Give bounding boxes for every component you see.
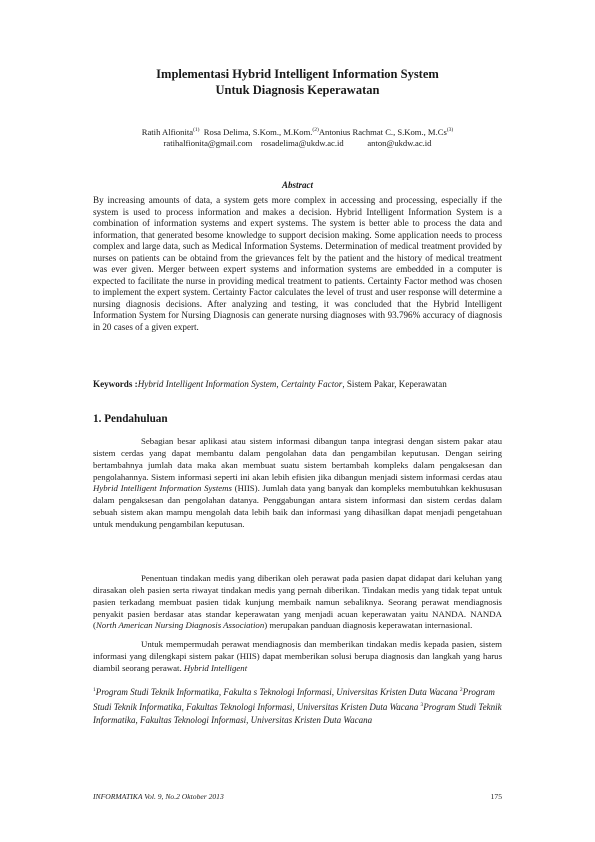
author-3-email: anton@ukdw.ac.id (367, 138, 432, 148)
keywords-rest: , Sistem Pakar, Keperawatan (342, 379, 447, 389)
abstract-body: By increasing amounts of data, a system gets more complex in accessing and processing, especially if the system is used to process information and makes a decision. Hybrid Intelligent Information System is a combination of information systems and expert systems. The system is better able to process the data and information, that generated besome knowledge to support decision making. Some application needs to process complex and large data, such as Medical Information Systems. Determination of medical treatment provided by nurses on patients can be obtaind from the grievances felt by the patient and the history of medical treatment was ever given. Merger between expert systems and information systems are embedded in a computer is expected to facilitate the nurse in providing medical treatment to patients. Certainty Factor method was chosen to implement the expert system. Certainty Factor calculates the level of trust and user response will determine a nursing diagnosis decisions. After analyzing and testing, it was concluded that the Hybrid Intelligent Information System for Nursing Diagnosis can generate nursing diagnoses with 93.796% accuracy of diagnosis in 20 cases of a given expert. (93, 195, 502, 333)
para1-italic: Hybrid Intelligent Information Systems (93, 483, 232, 494)
paper-title-line2: Untuk Diagnosis Keperawatan (215, 83, 380, 97)
keyword-1: Hybrid Intelligent Information System (137, 379, 277, 389)
section-heading-pendahuluan: 1. Pendahuluan (93, 413, 168, 425)
para2-italic: North American Nursing Diagnosis Association (95, 620, 265, 631)
paper-title-line1: Implementasi Hybrid Intelligent Information System (156, 67, 439, 81)
para2-text-a: Penentuan tindakan medis yang diberikan oleh perawat pada pasien dapat didapat dari keluhan yang dirasakan oleh pasien serta riwayat tindakan medis yang pernah diberikan. Tindakan medis yang tidak tepat untuk pasien terkadang membuat pasien tidak kunjung membaik namun sebaliknya. Seorang perawat mendiagnosis penyakit pasien berdasar atas standar keperawatan yang menjadi acuan keperawatan yaitu NANDA. NANDA ( (93, 573, 502, 631)
author-2-sup: (2) (312, 127, 319, 133)
author-1-name: Ratih Alfionita (141, 127, 194, 137)
para3-italic: Hybrid Intelligent (183, 662, 248, 673)
footer-page-number: 175 (490, 792, 502, 801)
keyword-2: Certainty Factor (280, 379, 343, 389)
footer-journal-info: INFORMATIKA Vol. 9, No.2 Oktober 2013 (93, 792, 224, 801)
para3-text-a: Untuk mempermudah perawat mendiagnosis dan memberikan tindakan medis kepada pasien, sistem informasi yang dilengkapi sistem pakar (HIIS) dapat memberikan solusi berupa diagnosis dan langkah yang harus diambil seorang perawat. (93, 639, 502, 673)
keywords-label: Keywords : (93, 379, 138, 389)
intro-paragraph-2 (93, 573, 502, 632)
para1-text-a: Sebagian besar aplikasi atau sistem informasi dibangun tanpa integrasi dengan sistem pakar atau sistem cerdas yang dapat membantu dalam pengolahan data dan pengambilan keputusan. Dengan seiring bertambahnya jumlah data maka akan membuat suatu sistem bertambah kompleks dalam pengaksesan dan pengolahannya. Sistem informasi seperti ini akan lebih efisien jika dibangun menjadi sistem informasi cerdas atau (93, 436, 502, 482)
author-2-email: rosadelima@ukdw.ac.id (260, 138, 344, 148)
author-1-email: ratihalfionita@gmail.com (163, 138, 253, 148)
footnote-sup-3: 3 (420, 702, 424, 708)
para1-text-b: (HIIS). Jumlah data yang banyak dan kompleks membutuhkan kekhususan dalam pengaksesan dan pengolahan datanya. Penggabungan antara sistem informasi dan sistem cerdas dalam sebuah sistem akan mampu mengolah data lebih baik dan informasi yang dihasilkan dapat menjadi pengetahuan untuk mendukung pengambilan keputusan. (93, 483, 502, 529)
keyword-separator: , (276, 379, 281, 389)
intro-paragraph-3 (93, 639, 502, 675)
footnote-affiliation-1: Program Studi Teknik Informatika, Fakulta s Teknologi Informasi, Universitas Kristen Duta Wacana (95, 687, 460, 697)
affiliation-footnote (93, 684, 502, 727)
footnote-affiliation-3: Program Studi Teknik Informatika, Fakultas Teknologi Informasi, Universitas Kristen Duta Wacana (93, 702, 502, 725)
author-2-name: Rosa Delima, S.Kom., M.Kom. (203, 127, 313, 137)
footnote-affiliation-2: Program Studi Teknik Informatika, Fakultas Teknologi Informasi, Universitas Kristen Duta Wacana (93, 687, 495, 712)
author-names (60, 124, 535, 138)
intro-paragraph-1 (93, 436, 502, 531)
footnote-sup-1: 1 (93, 687, 96, 693)
author-1-sup: (1) (193, 127, 200, 133)
author-3-sup: (3) (446, 127, 454, 133)
footnote-sup-2: 2 (459, 687, 463, 693)
keywords-line (93, 379, 502, 391)
para2-text-b: ) merupakan panduan diagnosis keperawatan internasional. (264, 620, 473, 631)
abstract-heading: Abstract (281, 180, 313, 190)
author-3-name: Antonius Rachmat C., S.Kom., M.Cs (318, 127, 447, 137)
author-emails (60, 137, 535, 149)
